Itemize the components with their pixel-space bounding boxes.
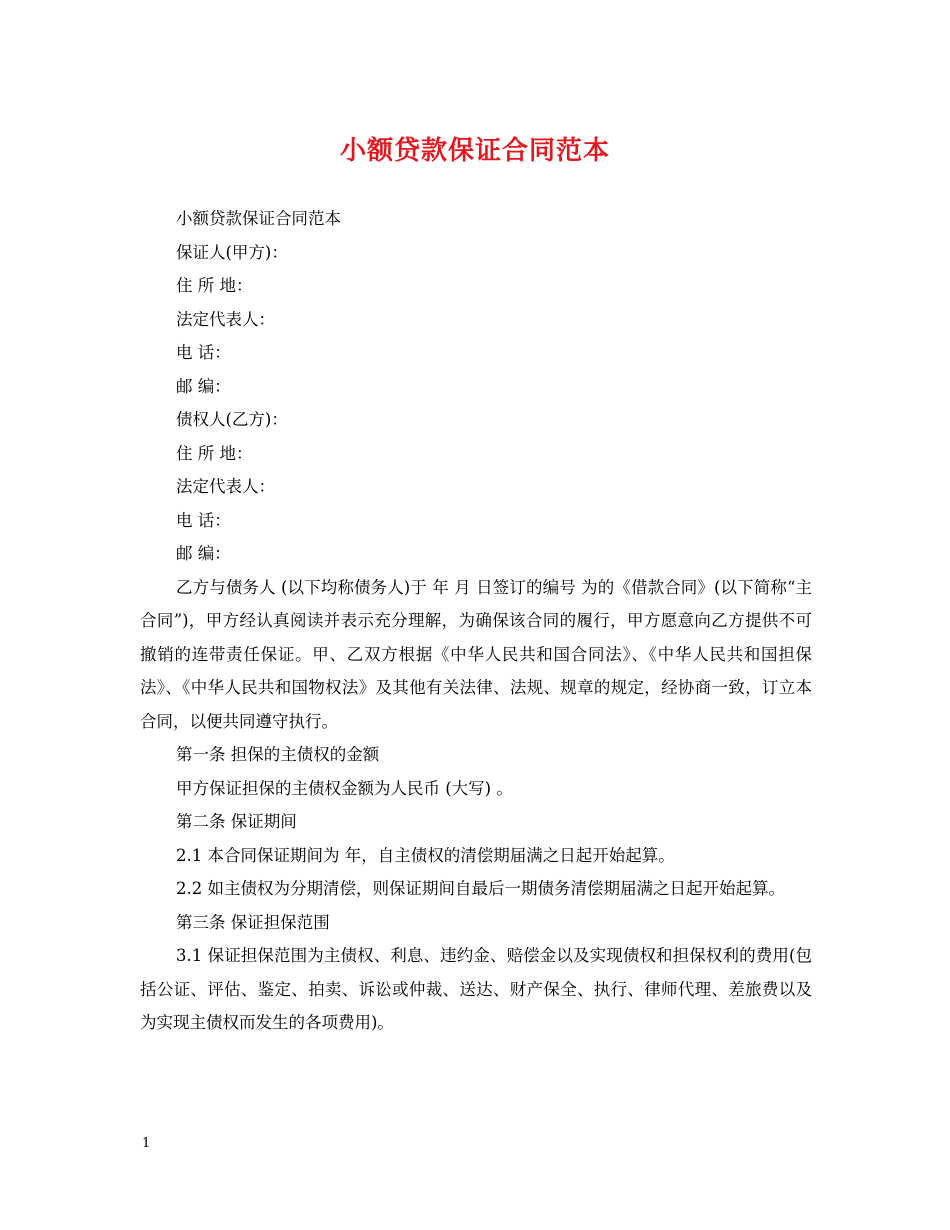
document-body [140, 202, 812, 1040]
article3-heading: 第三条 保证担保范围 [176, 912, 330, 932]
creditor-address-label: 住 所 地： [176, 443, 253, 463]
guarantor-phone-label: 电 话： [176, 343, 231, 362]
creditor-label: 债权人(乙方)： [176, 410, 288, 429]
article1-heading: 第一条 担保的主债权的金额 [176, 745, 380, 764]
article2-heading: 第二条 保证期间 [176, 812, 297, 831]
guarantor-legal-rep-label: 法定代表人： [176, 309, 275, 329]
article2-clause-2: 2.2 如主债权为分期清偿，则保证期间自最后一期债务清偿期届满之日起开始起算。 [176, 879, 785, 898]
article2-clause-1: 2.1 本合同保证期间为 年，自主债权的清偿期届满之日起开始起算。 [176, 845, 675, 865]
guarantor-postcode-label: 邮 编： [176, 376, 231, 396]
article3-clause-1: 3.1 保证担保范围为主债权、利息、违约金、赔偿金以及实现债权和担保权利的费用(包括公证、评估、鉴定、拍卖、诉讼或仲裁、送达、财产保全、执行、律师代理、差旅费以及为实现主债权而发生的各项费用)。 [140, 946, 812, 1032]
preamble-paragraph: 乙方与债务人 (以下均称债务人)于 年 月 日签订的编号 为的《借款合同》(以下简称“主合同”)，甲方经认真阅读并表示充分理解，为确保该合同的履行，甲方愿意向乙方提供不可撤销的连带责任保证。甲、乙双方根据《中华人民共和国合同法》、《中华人民共和国担保法》、《中华人民共和国物权法》及其他有关法律、法规、规章的规定，经协商一致，订立本合同，以便共同遵守执行。 [140, 577, 812, 731]
guarantor-label: 保证人(甲方)： [176, 242, 288, 262]
article1-text: 甲方保证担保的主债权金额为人民币 (大写) 。 [176, 778, 513, 798]
creditor-phone-label: 电 话： [176, 510, 231, 530]
creditor-postcode-label: 邮 编： [176, 544, 231, 563]
guarantor-address-label: 住 所 地： [176, 276, 253, 295]
document-title: 小额贷款保证合同范本 [339, 136, 610, 166]
body-line-heading: 小额贷款保证合同范本 [176, 209, 341, 228]
page-number: 1 [142, 1136, 151, 1151]
creditor-legal-rep-label: 法定代表人： [176, 477, 275, 496]
